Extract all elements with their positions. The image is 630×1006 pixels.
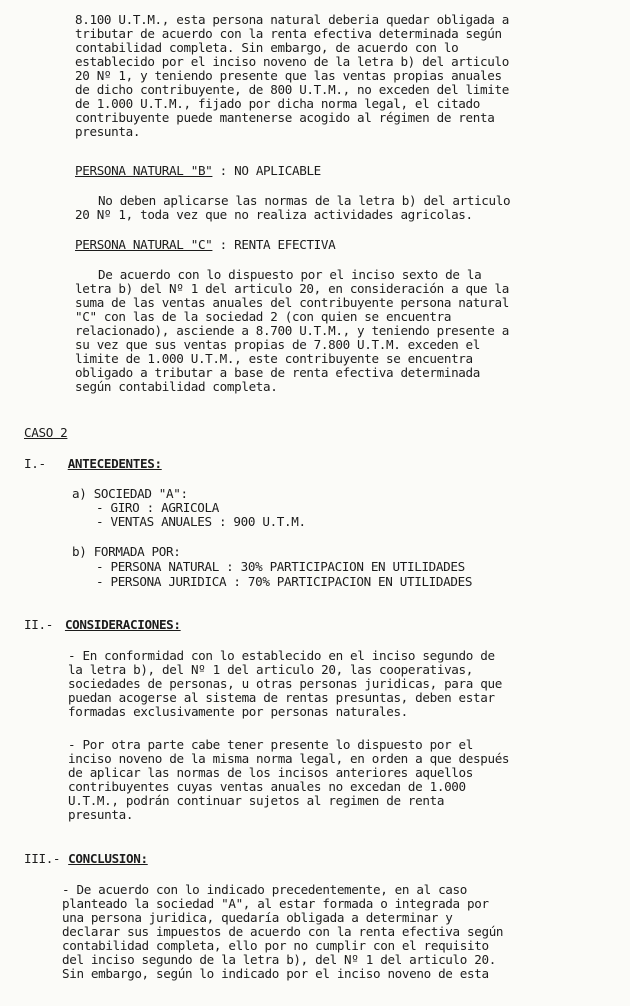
conclusion-line: contabilidad completa, ello por no cumplir con el requisito — [62, 938, 489, 953]
persona-c-status: : RENTA EFECTIVA — [212, 237, 336, 252]
conclusion-line: una persona juridica, quedaría obligada a determinar y — [62, 910, 453, 925]
intro-line: tributar de acuerdo con la renta efectiva determinada según — [75, 26, 502, 41]
section-1-title: ANTECEDENTES: — [67, 456, 162, 471]
persona-b-line: No deben aplicarse las normas de la letra b) del articulo — [98, 193, 511, 208]
caso-title: CASO 2 — [24, 425, 68, 440]
persona-c-line: suma de las ventas anuales del contribuyente persona natural — [75, 295, 509, 310]
intro-line: establecido por el inciso noveno de la letra b) del articulo — [75, 54, 509, 69]
section-1-heading — [24, 457, 162, 471]
persona-c-line: obligado a tributar a base de renta efectiva determinada — [75, 365, 480, 380]
consideraciones-line: presunta. — [68, 807, 134, 822]
section-3-number: III.- — [24, 851, 61, 866]
conclusion-line: Sin embargo, según lo indicado por el inciso noveno de esta — [62, 966, 489, 981]
consideraciones-line: - En conformidad con lo establecido en el inciso segundo de — [68, 648, 495, 663]
persona-c-line: De acuerdo con lo dispuesto por el inciso sexto de la — [98, 267, 482, 282]
consideraciones-line: puedan acogerse al sistema de rentas presuntas, deben estar — [68, 690, 495, 705]
consideraciones-line: la letra b), del Nº 1 del articulo 20, las cooperativas, — [68, 662, 473, 677]
conclusion-line: planteado la sociedad "A", al estar formada o integrada por — [62, 896, 489, 911]
conclusion-line: declarar sus impuestos de acuerdo con la renta efectiva según — [62, 924, 504, 939]
intro-line: 20 Nº 1, y teniendo presente que las ventas propias anuales — [75, 68, 502, 83]
persona-c-line: "C" con las de la sociedad 2 (con quien se encuentra — [75, 309, 452, 324]
sociedad-a-heading: a) SOCIEDAD "A": — [72, 486, 188, 501]
formada-por-item: - PERSONA NATURAL : 30% PARTICIPACION EN UTILIDADES — [96, 559, 465, 574]
consideraciones-line: de aplicar las normas de los incisos anteriores aquellos — [68, 765, 473, 780]
persona-c-line: según contabilidad completa. — [75, 379, 278, 394]
consideraciones-line: formadas exclusivamente por personas naturales. — [68, 704, 408, 719]
section-3-title: CONCLUSION: — [68, 851, 148, 866]
persona-b-status: : NO APLICABLE — [212, 163, 321, 178]
persona-c-line: su vez que sus ventas propias de 7.800 U.T.M. exceden el — [75, 337, 480, 352]
persona-b-line: 20 Nº 1, toda vez que no realiza actividades agricolas. — [75, 207, 473, 222]
consideraciones-line: U.T.M., podrán continuar sujetos al regimen de renta — [68, 793, 445, 808]
persona-c-line: limite de 1.000 U.T.M., este contribuyente se encuentra — [75, 351, 473, 366]
consideraciones-line: contribuyentes cuyas ventas anuales no excedan de 1.000 — [68, 779, 466, 794]
section-2-heading — [24, 618, 181, 632]
section-2-title: CONSIDERACIONES: — [64, 617, 181, 632]
intro-line: 8.100 U.T.M., esta persona natural deberia quedar obligada a — [75, 12, 509, 27]
intro-line: presunta. — [75, 124, 141, 139]
intro-line: de 1.000 U.T.M., fijado por dicha norma legal, el citado — [75, 96, 480, 111]
persona-c-line: relacionado), asciende a 8.700 U.T.M., y teniendo presente a — [75, 323, 509, 338]
section-3-heading — [24, 852, 148, 866]
section-2-number: II.- — [24, 617, 53, 632]
sociedad-a-item: - GIRO : AGRICOLA — [96, 500, 219, 515]
persona-b-heading: PERSONA NATURAL "B" — [75, 163, 213, 178]
persona-c-heading-line — [75, 238, 335, 252]
persona-c-line: letra b) del Nº 1 del articulo 20, en consideración a que la — [75, 281, 509, 296]
persona-c-heading: PERSONA NATURAL "C" — [75, 237, 213, 252]
conclusion-line: - De acuerdo con lo indicado precedentemente, en al caso — [62, 882, 467, 897]
consideraciones-line: inciso noveno de la misma norma legal, en orden a que después — [68, 751, 510, 766]
intro-line: contabilidad completa. Sin embargo, de acuerdo con lo — [75, 40, 459, 55]
consideraciones-line: sociedades de personas, u otras personas juridicas, para que — [68, 676, 502, 691]
conclusion-line: del inciso segundo de la letra b), del Nº 1 del articulo 20. — [62, 952, 496, 967]
formada-por-heading: b) FORMADA POR: — [72, 544, 181, 559]
persona-b-heading-line — [75, 164, 321, 178]
sociedad-a-item: - VENTAS ANUALES : 900 U.T.M. — [96, 514, 306, 529]
intro-line: contribuyente puede mantenerse acogido al régimen de renta — [75, 110, 495, 125]
formada-por-item: - PERSONA JURIDICA : 70% PARTICIPACION EN UTILIDADES — [96, 574, 473, 589]
consideraciones-line: - Por otra parte cabe tener presente lo dispuesto por el — [68, 737, 473, 752]
section-1-number: I.- — [24, 456, 46, 471]
intro-line: de dicho contribuyente, de 800 U.T.M., no exceden del limite — [75, 82, 509, 97]
